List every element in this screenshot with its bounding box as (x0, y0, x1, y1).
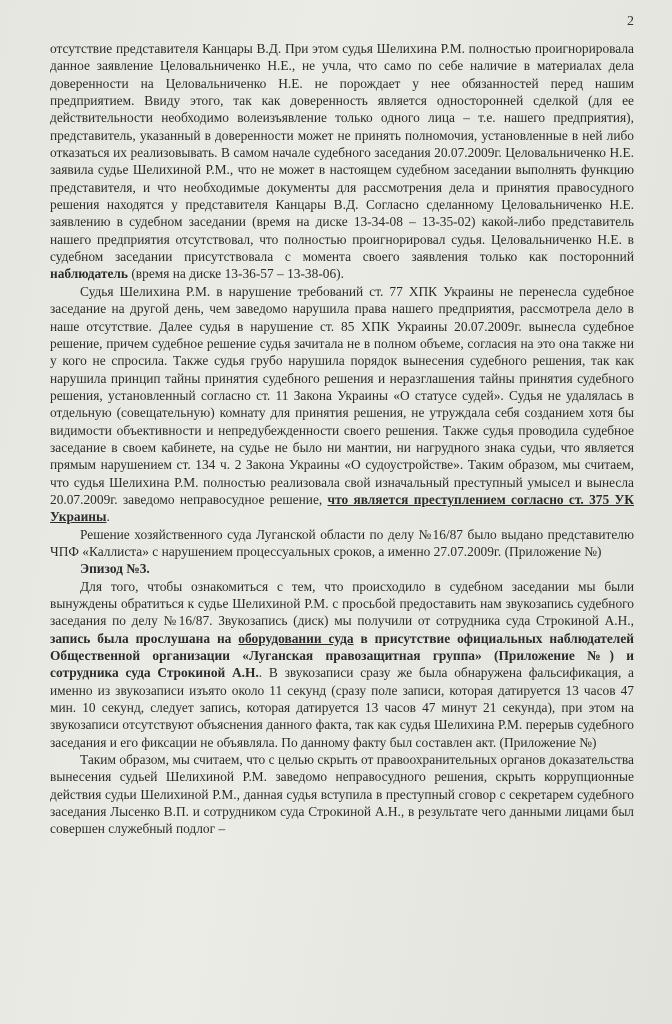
text-run: запись была прослушана на (50, 630, 239, 646)
text-run: оборудовании суда (238, 630, 354, 646)
text-run: Таким образом, мы считаем, что с целью скрыть от правоохранительных органов доказательства вынесения судьей Шелихиной Р.М. заведомо неправосудного решения, скрыть коррупционные действия судьи Шелихиной Р.М., данная судья вступила в преступный сговор с секретарем судебного заседания Лысенко В.П. и сотрудником суда Строкиной А.Н., в результате чего данными лицами был совершен служебный подлог – (50, 752, 634, 837)
text-run: отсутствие представителя Канцары В.Д. При этом судья Шелихина Р.М. полностью проигнорировала данное заявление Целовальниченко Н.Е., не учла, что само по себе наличие в материалах дела доверенности на Целовальниченко Н.Е. не порождает у нее обязанностей перед нашим предприятием. Ввиду этого, так как доверенность является односторонней сделкой (для ее действительности необходимо волеизъявление только одного лица – т.е. нашего предприятия), представитель, указанный в доверенности может не принять полномочия, установленные в ней либо отказаться их реализовывать. В самом начале судебного заседания 20.07.2009г. Целовальниченко Н.Е. заявила судье Шелихиной Р.М., что не может в настоящем судебном заседании выполнять функцию представителя, и что необходимые документы для рассмотрения дела и принятия правосудного решения находятся у представителя Канцары В.Д. Согласно сделанному Целовальниченко Н.Е. заявлению в судебном заседании (время на диске 13-34-08 – 13-35-02) какой-либо представитель нашего предприятия отсутствовал, что полностью проигнорировал судья. Целовальниченко Н.Е. в судебном заседании присутствовала с момента своего заявления только как посторонний (50, 41, 634, 265)
paragraph (50, 40, 634, 283)
episode-heading (50, 560, 634, 577)
text-run: Эпизод №3. (80, 561, 150, 577)
paragraph (50, 283, 634, 526)
text-run: в присутствие официальных наблюдателей Общественной организации «Луганская правозащитная группа» (Приложение №) и сотрудника суда Строкиной А.Н. (50, 630, 634, 681)
paragraph (50, 526, 634, 561)
text-run: Решение хозяйственного суда Луганской области по делу №16/87 было выдано представителю ЧПФ «Каллиста» с нарушением процессуальных сроков, а именно 27.07.2009г. (Приложение №) (50, 526, 634, 559)
text-run: Судья Шелихина Р.М. в нарушение требований ст. 77 ХПК Украины не перенесла судебное заседание на другой день, чем заведомо нарушила права нашего предприятия, рассмотрела дело в наше отсутствие. Далее судья в нарушение ст. 85 ХПК Украины 20.07.2009г. вынесла судебное решение, причем судебное решение судья зачитала не в полном объеме, согласия на это она также ни у кого не спросила. Также судья грубо нарушила порядок вынесения судебного решения, так как нарушила принцип тайны принятия судебного решения и неразглашения тайны принятия судебного решения, установленный согласно ст. 11 Закона Украины «О статусе судей». Судья не удалялась в отдельную (совещательную) комнату для принятия решения, не утруждала себя созданием хотя бы видимости объективности и непредубежденности своего решения. Также судья проводила судебное заседание в своем кабинете, на судье не было ни мантии, ни нагрудного знака судьи, что является прямым нарушением ст. 134 ч. 2 Закона Украины «О судоустройстве». Таким образом, мы считаем, что судья Шелихина Р.М. полностью реализовала свой изначальный преступный умысел и вынесла 20.07.2009г. заведомо неправосудное решение, (50, 283, 634, 507)
text-run: . (106, 509, 110, 525)
page-number: 2 (627, 14, 634, 29)
text-run: наблюдатель (50, 266, 128, 282)
document-body (50, 40, 634, 838)
text-run: Для того, чтобы ознакомиться с тем, что происходило в судебном заседании мы были вынуждены обратиться к судье Шелихиной Р.М. с просьбой предоставить нам звукозапись судебного заседания по делу №16/87. Звукозапись (диск) мы получили от сотрудника суда Строкиной А.Н., (50, 578, 634, 629)
paragraph (50, 751, 634, 838)
text-run: . В звукозаписи сразу же была обнаружена фальсификация, а именно из звукозаписи изъято около 11 секунд (сразу поле записи, которая датируется 13 часов 47 мин. 10 секунд, следует запись, которая датируется 13 часов 47 минут 21 секунда), при этом на звукозаписи отсутствуют объяснения данного факта, так как судья Шелихина Р.М. перерыв судебного заседания и его фиксации не объявляла. По данному факту был составлен акт. (Приложение №) (50, 665, 634, 750)
paragraph (50, 578, 634, 751)
text-run: что является преступлением согласно ст. 375 УК Украины (50, 491, 634, 525)
text-run: (время на диске 13-36-57 – 13-38-06). (128, 266, 344, 282)
